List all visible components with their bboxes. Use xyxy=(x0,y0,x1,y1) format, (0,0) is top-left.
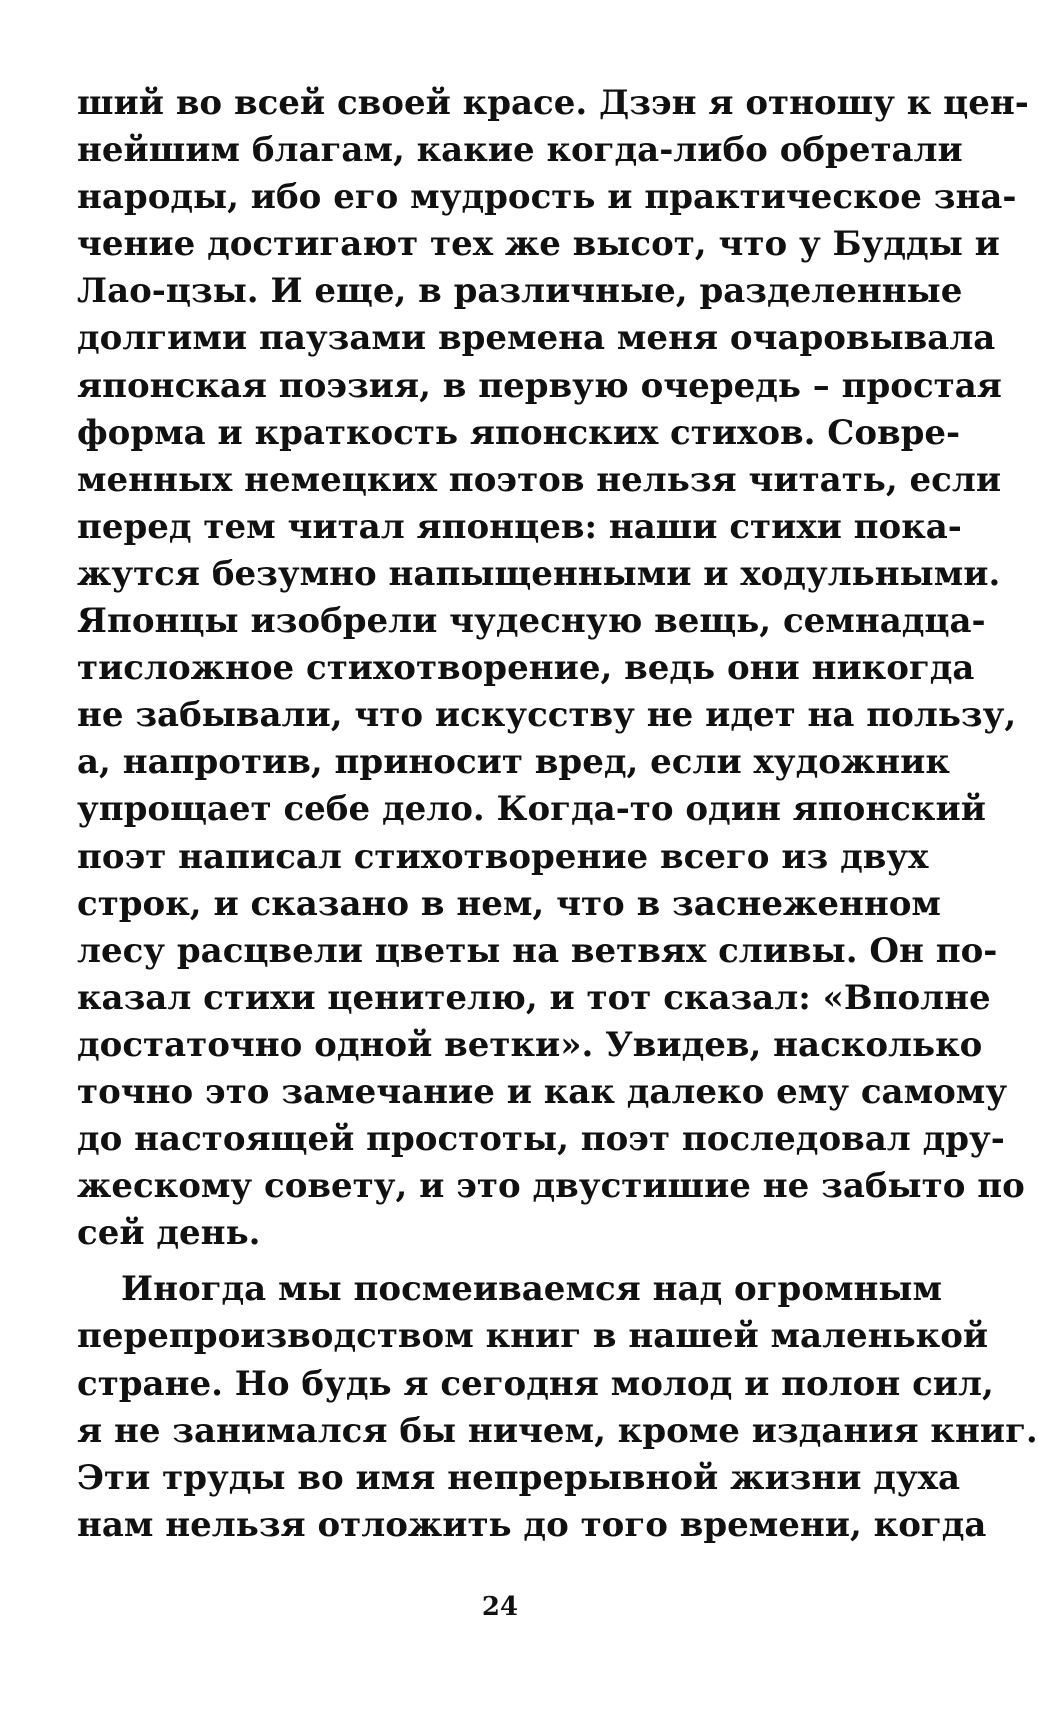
text-line: жескому совету, и это двустишие не забыто по xyxy=(77,1166,1025,1207)
text-line: нейшим благам, какие когда-либо обретали xyxy=(77,130,963,171)
text-line: тисложное стихотворение, ведь они никогда xyxy=(77,648,975,689)
text-line: жутся безумно напыщенными и ходульными. xyxy=(77,553,1001,594)
body-text xyxy=(77,80,1038,1549)
text-line: менных немецких поэтов нельзя читать, если xyxy=(77,459,1002,500)
text-line: до настоящей простоты, поэт последовал дру- xyxy=(77,1119,1005,1160)
text-line: не забывали, что искусству не идет на пользу, xyxy=(77,695,1017,736)
text-line: казал стихи ценителю, и тот сказал: «Вполне xyxy=(77,977,991,1018)
text-line: Эти труды во имя непрерывной жизни духа xyxy=(77,1457,961,1498)
text-line: сей день. xyxy=(77,1213,261,1254)
text-line: народы, ибо его мудрость и практическое зна- xyxy=(77,177,1017,218)
text-line: упрощает себе дело. Когда-то один японский xyxy=(77,789,986,830)
text-line: достаточно одной ветки». Увидев, насколько xyxy=(77,1024,983,1065)
text-line: лесу расцвели цветы на ветвях сливы. Он по- xyxy=(77,930,998,971)
text-line: поэт написал стихотворение всего из двух xyxy=(77,836,929,877)
page-number: 24 xyxy=(481,1592,519,1622)
text-line: чение достигают тех же высот, что у Будды и xyxy=(77,224,1000,265)
text-line: стране. Но будь я сегодня молод и полон сил, xyxy=(77,1363,994,1404)
text-line: точно это замечание и как далеко ему самому xyxy=(77,1071,1008,1112)
text-line: перед тем читал японцев: наши стихи пока- xyxy=(77,506,962,547)
paragraph xyxy=(77,1266,1038,1549)
text-line: Иногда мы посмеиваемся над огромным xyxy=(121,1269,943,1310)
text-line: нам нельзя отложить до того времени, когда xyxy=(77,1504,987,1545)
paragraph xyxy=(77,80,1029,1257)
text-line: долгими паузами времена меня очаровывала xyxy=(77,318,996,359)
paragraph-gap xyxy=(77,1257,928,1266)
text-line: строк, и сказано в нем, что в заснеженном xyxy=(77,883,941,924)
text-line: форма и краткость японских стихов. Совре- xyxy=(77,412,961,453)
text-line: Лао-цзы. И еще, в различные, разделенные xyxy=(77,271,963,312)
text-line: японская поэзия, в первую очередь – простая xyxy=(77,365,1002,406)
text-line: Японцы изобрели чудесную вещь, семнадца- xyxy=(77,601,986,642)
text-line: перепроизводством книг в нашей маленькой xyxy=(77,1316,989,1357)
text-line: а, напротив, приносит вред, если художник xyxy=(77,742,950,783)
text-line: ший во всей своей красе. Дзэн я отношу к цен- xyxy=(77,83,1029,123)
text-line: я не занимался бы ничем, кроме издания книг. xyxy=(77,1410,1038,1451)
